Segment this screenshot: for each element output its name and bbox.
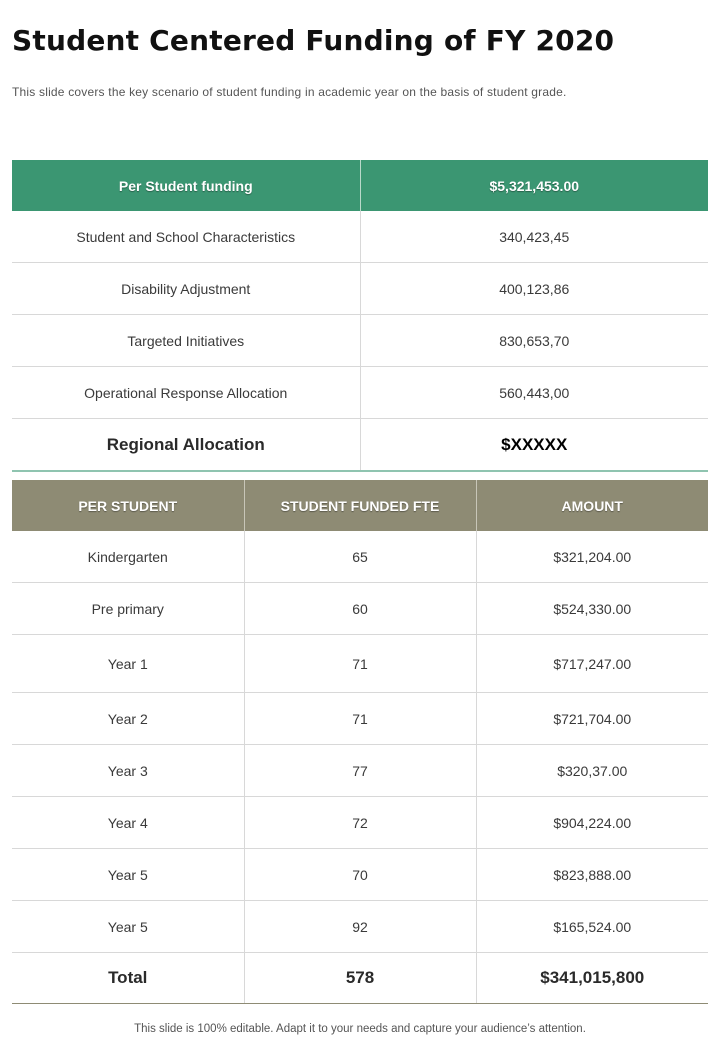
regional-allocation-value: $XXXXX (360, 419, 708, 472)
column-header-per-student: PER STUDENT (12, 480, 244, 531)
grade-cell: Kindergarten (12, 531, 244, 583)
table-row (12, 315, 708, 367)
grade-cell: Year 2 (12, 693, 244, 745)
table-row (12, 849, 708, 901)
table-row (12, 211, 708, 263)
fte-cell: 60 (244, 583, 476, 635)
amount-cell: $721,704.00 (476, 693, 708, 745)
fte-cell: 65 (244, 531, 476, 583)
funding-header-row (12, 160, 708, 211)
funding-row-label: Operational Response Allocation (12, 367, 360, 419)
funding-header-value: $5,321,453.00 (360, 160, 708, 211)
footer-note: This slide is 100% editable. Adapt it to your needs and capture your audience’s attention. (134, 1023, 586, 1035)
grade-cell: Year 4 (12, 797, 244, 849)
table-row (12, 901, 708, 953)
fte-cell: 72 (244, 797, 476, 849)
table-row (12, 745, 708, 797)
amount-cell: $904,224.00 (476, 797, 708, 849)
table-row (12, 263, 708, 315)
amount-cell: $524,330.00 (476, 583, 708, 635)
table-row (12, 635, 708, 693)
amount-cell: $320,37.00 (476, 745, 708, 797)
funding-row-label: Disability Adjustment (12, 263, 360, 315)
table-row (12, 367, 708, 419)
grade-cell: Year 5 (12, 849, 244, 901)
column-header-amount: AMOUNT (476, 480, 708, 531)
amount-cell: $823,888.00 (476, 849, 708, 901)
page-title: Student Centered Funding of FY 2020 (12, 24, 615, 57)
fte-cell: 77 (244, 745, 476, 797)
amount-cell: $717,247.00 (476, 635, 708, 693)
funding-row-value: 830,653,70 (360, 315, 708, 367)
grade-funding-table (12, 480, 708, 1004)
total-row (12, 953, 708, 1004)
fte-cell: 92 (244, 901, 476, 953)
grade-cell: Year 3 (12, 745, 244, 797)
table-row (12, 693, 708, 745)
funding-row-label: Student and School Characteristics (12, 211, 360, 263)
page-subtitle: This slide covers the key scenario of student funding in academic year on the basis of student grade. (12, 85, 567, 99)
amount-cell: $165,524.00 (476, 901, 708, 953)
fte-cell: 70 (244, 849, 476, 901)
table-row (12, 583, 708, 635)
regional-allocation-label: Regional Allocation (12, 419, 360, 472)
table-row (12, 797, 708, 849)
total-amount: $341,015,800 (476, 953, 708, 1004)
table-row (12, 531, 708, 583)
funding-row-label: Targeted Initiatives (12, 315, 360, 367)
amount-cell: $321,204.00 (476, 531, 708, 583)
total-fte: 578 (244, 953, 476, 1004)
grade-cell: Year 1 (12, 635, 244, 693)
grade-cell: Pre primary (12, 583, 244, 635)
column-header-fte: STUDENT FUNDED FTE (244, 480, 476, 531)
funding-header-label: Per Student funding (12, 160, 360, 211)
fte-cell: 71 (244, 693, 476, 745)
funding-row-value: 400,123,86 (360, 263, 708, 315)
funding-table (12, 160, 708, 472)
grade-cell: Year 5 (12, 901, 244, 953)
total-label: Total (12, 953, 244, 1004)
fte-cell: 71 (244, 635, 476, 693)
regional-allocation-row (12, 419, 708, 472)
funding-row-value: 560,443,00 (360, 367, 708, 419)
funding-row-value: 340,423,45 (360, 211, 708, 263)
grade-header-row (12, 480, 708, 531)
